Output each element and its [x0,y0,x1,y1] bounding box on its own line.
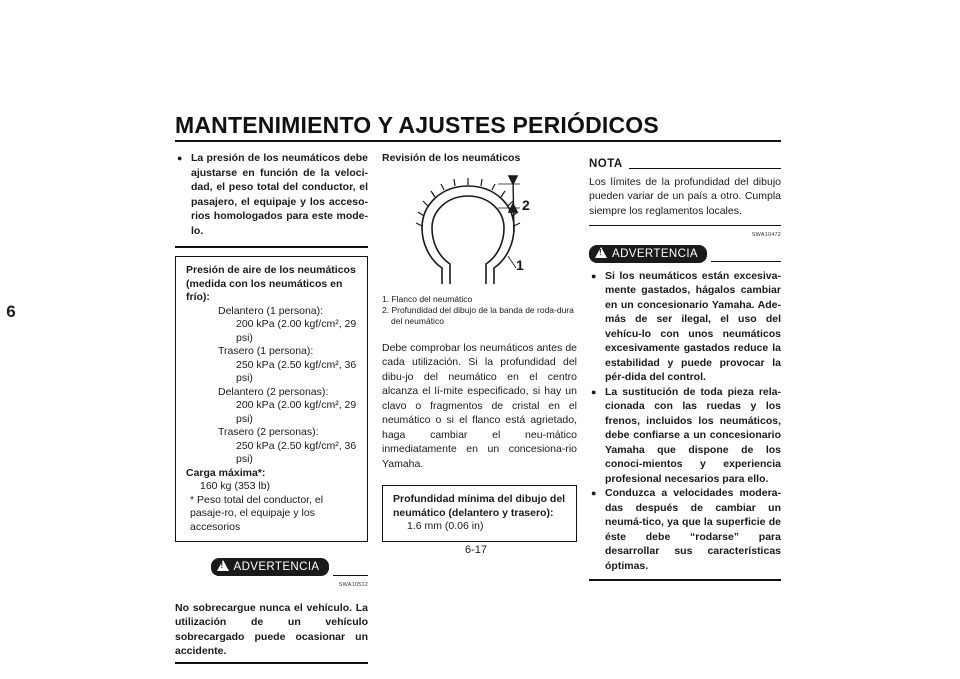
warning-header [175,558,368,576]
bullet-icon: ● [591,386,597,397]
tire-diagram-icon [382,172,577,290]
page-title: MANTENIMIENTO Y AJUSTES PERIÓDICOS [175,112,659,138]
bullet-icon: ● [591,270,597,281]
maxload-value: 160 kg (353 lb) [200,480,271,492]
warning-badge-2 [589,245,707,263]
nota-label: NOTA [589,158,623,170]
nota-header [589,157,781,172]
title-rule [175,140,781,142]
column-2 [382,151,577,542]
nota-end-rule [589,225,781,226]
warning-end-rule [175,662,368,664]
warning-code: SWA10512 [338,582,368,588]
warning-bullets [589,269,781,574]
caption-item-1: 1. Flanco del neumático [382,293,473,304]
warning-bullet-text: Si los neumáticos están excesiva-mente gastados, hágalos cambiar en un concesionario Yamaha. Ade-más de ser ilegal, el uso del vehícu-lo con unos neumáticos excesivamente gastados reduce la estabilidad y puede provocar la pér-dida del control. [605,269,781,383]
warning-header-2 [589,245,781,263]
nota-text: Los límites de la profundidad del dibujo pueden variar de un país a otro. Cumpla siempre los reglamentos locales. [589,175,781,217]
warning-bullet-item [589,486,781,573]
rear1-value: 250 kPa (2.50 kgf/cm², 36 psi) [236,358,357,384]
column-3 [589,157,781,581]
warning-triangle-icon: ! [217,560,229,571]
body-text: Debe comprobar los neumáticos antes de cada utilización. Si la profundidad del dibu-jo del neumático en el centro alcanza el lí-mite especificado, si hay un clavo o fragmentos de cristal en el neumático o si el flanco está agrietado, haga cambiar el neu-mático inmediatamente en un concesiona-rio Yamaha. [382,341,577,470]
caption-item-2: 2. Profundidad del dibujo de la banda de roda-dura del neumático [382,304,574,326]
figure-label-1: 1 [516,256,524,273]
rear2-value: 250 kPa (2.50 kgf/cm², 36 psi) [236,439,357,465]
maxload-label: Carga máxima*: [186,466,266,479]
bullet-icon: ● [177,153,183,163]
pressure-spec-box [175,256,368,542]
bullet-text: La presión de los neumáticos debe ajustarse en función de la veloci-dad, el peso total del conductor, el pasajero, el equipaje y los acceso-rios homologados para este mode-lo. [191,152,368,237]
nota-rule [629,168,781,169]
rear1-label: Trasero (1 persona): [218,345,314,357]
front1-label: Delantero (1 persona): [218,304,324,317]
warning-triangle-icon: ! [595,247,607,258]
tire-figure [382,172,577,290]
section-heading: Revisión de los neumáticos [382,152,521,164]
front2-label: Delantero (2 personas): [218,385,329,398]
depth-value: 1.6 mm (0.06 in) [407,520,484,532]
rear2-label: Trasero (2 personas): [218,426,319,438]
front1-value: 200 kPa (2.00 kgf/cm², 29 psi) [236,318,357,344]
figure-label-2: 2 [522,196,530,213]
page-number: 6-17 [465,544,488,556]
section-rule [175,246,368,248]
bullet-item [175,151,368,238]
warning-bullet-item [589,269,781,385]
warning-bullet-text: La sustitución de toda pieza rela-cionada con las ruedas y los frenos, incluidos los neumáticos, debe confiarse a un concesionario Yamaha que dispone de los conoci-mientos y experiencia profesional necesarios para ello. [605,385,781,485]
warning-end-rule-2 [589,579,781,581]
warning-bullet-text: Conduzca a velocidades modera-das después de cambiar un neumá-tico, ya que la superficie de éste debe “rodarse” para desarrollar sus características óptimas. [605,487,781,572]
pressure-heading: Presión de aire de los neumáticos (medida con los neumáticos en frío): [186,264,356,303]
warning-badge [211,558,329,576]
warning-rule [333,575,369,576]
bullet-icon: ● [591,488,597,498]
warning-bullet-item [589,385,781,487]
figure-caption [382,294,577,327]
front2-value: 200 kPa (2.00 kgf/cm², 29 psi) [236,399,357,425]
warning-rule-2 [711,261,781,262]
warning-code-2: SWA10472 [751,232,781,238]
depth-spec-box [382,485,577,542]
warning-label: ADVERTENCIA [233,561,320,573]
column-1 [175,151,368,664]
warning-label-2: ADVERTENCIA [612,247,698,260]
footnote: * Peso total del conductor, el pasaje-ro, el equipaje y los accesorios [190,493,324,533]
chapter-tab: 6 [0,296,22,328]
warning-text: No sobrecargue nunca el vehículo. La utilización de un vehículo sobrecargado puede ocasionar un accidente. [175,601,368,657]
depth-heading: Profundidad mínima del dibujo del neumático (delantero y trasero): [393,493,566,519]
